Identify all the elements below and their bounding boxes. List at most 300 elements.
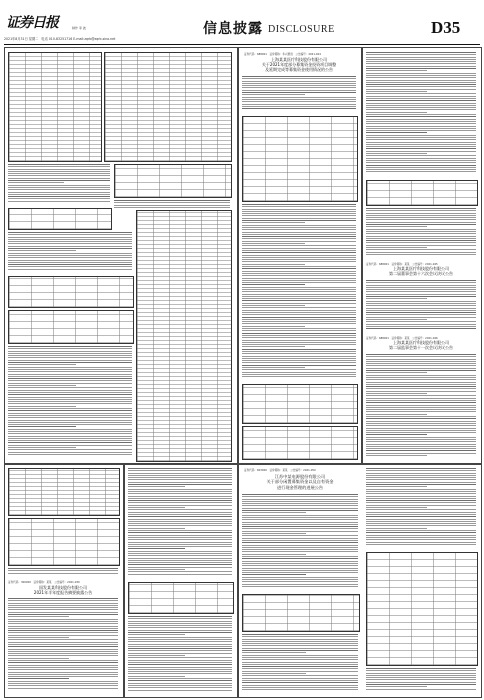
text-line — [8, 442, 132, 443]
text-line — [8, 401, 132, 402]
text-line — [366, 226, 427, 227]
text-line — [242, 648, 358, 649]
text-line — [242, 533, 306, 534]
text-line — [242, 641, 358, 642]
data-table — [8, 518, 120, 566]
text-line — [8, 399, 132, 400]
data-table — [128, 582, 234, 614]
text-line — [366, 421, 476, 422]
text-block — [8, 164, 110, 204]
text-line — [242, 317, 356, 318]
text-line — [242, 261, 356, 262]
text-line — [366, 455, 427, 456]
text-line — [366, 328, 476, 329]
text-line — [366, 285, 476, 286]
text-line — [366, 139, 476, 140]
text-line — [366, 213, 476, 214]
text-line — [128, 644, 232, 645]
page-header — [0, 0, 484, 44]
text-line — [8, 649, 118, 650]
text-line — [128, 627, 232, 628]
text-line — [242, 206, 356, 207]
text-line — [366, 482, 476, 483]
text-line — [8, 175, 110, 176]
text-line — [242, 358, 356, 359]
text-line — [366, 296, 476, 297]
text-line — [8, 406, 76, 407]
text-line — [366, 423, 476, 424]
text-line — [366, 289, 476, 290]
text-line — [366, 86, 476, 87]
text-line — [8, 603, 118, 604]
text-line — [242, 540, 358, 541]
text-line — [128, 562, 232, 563]
text-line — [114, 200, 230, 201]
text-line — [366, 54, 476, 55]
text-line — [242, 501, 358, 502]
text-line — [366, 208, 476, 209]
text-line — [242, 229, 356, 230]
text-line — [242, 639, 358, 640]
section-title: 信息披露 — [203, 21, 263, 37]
text-line — [8, 449, 132, 450]
text-line — [366, 231, 476, 232]
text-line — [8, 605, 118, 606]
text-line — [8, 383, 132, 384]
text-line — [366, 684, 476, 685]
text-line — [128, 669, 232, 670]
text-line — [366, 535, 476, 536]
text-line — [242, 296, 356, 297]
text-line — [242, 570, 358, 571]
text-line — [366, 132, 427, 133]
text-line — [8, 410, 132, 411]
text-line — [114, 202, 230, 203]
text-line — [8, 600, 118, 601]
text-line — [366, 530, 476, 531]
text-line — [8, 424, 132, 425]
text-line — [366, 544, 476, 545]
text-line — [8, 573, 118, 574]
text-line — [366, 252, 476, 253]
text-line — [242, 94, 305, 95]
text-line — [8, 248, 132, 249]
text-line — [128, 574, 232, 575]
text-line — [242, 271, 356, 272]
data-table — [114, 164, 232, 198]
text-line — [128, 567, 232, 568]
text-line — [8, 626, 118, 627]
text-line — [128, 468, 232, 469]
text-line — [366, 493, 476, 494]
text-line — [128, 630, 232, 631]
text-line — [128, 641, 232, 642]
text-line — [8, 642, 118, 643]
text-line — [8, 660, 118, 661]
notice-code: 证券代码：688001 证券简称：华兴源创 公告编号：2021-044 — [244, 53, 321, 56]
text-line — [242, 243, 305, 244]
text-line — [366, 155, 476, 156]
text-line — [128, 528, 185, 529]
text-line — [242, 510, 358, 511]
text-line — [366, 222, 476, 223]
text-line — [8, 232, 132, 233]
text-line — [366, 689, 476, 690]
text-line — [366, 446, 476, 447]
text-line — [128, 685, 232, 686]
text-line — [242, 291, 356, 292]
text-line — [366, 319, 427, 320]
text-line — [366, 317, 476, 318]
text-line — [128, 539, 232, 540]
text-line — [242, 298, 356, 299]
text-line — [366, 119, 476, 120]
text-line — [8, 417, 132, 418]
text-line — [8, 408, 132, 409]
text-line — [128, 475, 232, 476]
text-line — [242, 545, 358, 546]
text-line — [366, 301, 476, 302]
text-line — [8, 447, 76, 448]
text-line — [8, 360, 132, 361]
data-table — [242, 116, 358, 202]
text-line — [366, 542, 476, 543]
text-line — [366, 242, 476, 243]
text-line — [366, 142, 476, 143]
text-line — [242, 273, 356, 274]
text-line — [242, 673, 306, 674]
text-block — [366, 208, 476, 258]
text-line — [366, 441, 476, 442]
text-line — [128, 544, 232, 545]
text-line — [8, 357, 132, 358]
text-line — [366, 382, 476, 383]
text-line — [8, 454, 132, 455]
text-line — [366, 470, 476, 471]
text-line — [8, 429, 132, 430]
text-line — [366, 59, 476, 60]
text-line — [8, 355, 132, 356]
text-line — [8, 433, 132, 434]
text-line — [242, 238, 356, 239]
text-line — [366, 146, 476, 147]
text-line — [366, 439, 476, 440]
text-line — [8, 266, 132, 267]
text-line — [366, 428, 476, 429]
text-line — [242, 278, 356, 279]
text-line — [242, 337, 356, 338]
text-line — [366, 324, 476, 325]
text-line — [366, 130, 476, 131]
text-line — [242, 671, 358, 672]
text-line — [242, 538, 358, 539]
page-number: D35 — [431, 18, 461, 37]
text-line — [366, 395, 476, 396]
text-line — [128, 650, 232, 651]
text-line — [242, 335, 356, 336]
text-line — [366, 370, 476, 371]
text-line — [242, 310, 356, 311]
text-line — [128, 564, 232, 565]
text-line — [8, 182, 64, 183]
text-line — [366, 144, 476, 145]
data-table — [8, 276, 134, 308]
text-line — [242, 522, 358, 523]
text-line — [8, 189, 110, 190]
text-line — [8, 364, 76, 365]
text-line — [366, 303, 476, 304]
text-line — [128, 646, 232, 647]
text-line — [242, 374, 356, 375]
text-line — [242, 211, 356, 212]
text-line — [128, 516, 232, 517]
text-line — [366, 668, 476, 669]
text-line — [242, 215, 356, 216]
text-line — [128, 680, 232, 681]
text-line — [8, 623, 118, 624]
text-line — [8, 237, 132, 238]
text-line — [366, 249, 476, 250]
text-line — [242, 549, 358, 550]
text-line — [242, 369, 356, 370]
text-line — [128, 523, 232, 524]
text-line — [366, 375, 476, 376]
text-line — [366, 321, 476, 322]
text-line — [366, 52, 476, 53]
text-line — [8, 676, 118, 677]
text-line — [242, 307, 356, 308]
text-line — [242, 344, 356, 345]
text-line — [8, 598, 118, 599]
text-line — [366, 224, 476, 225]
text-line — [128, 530, 232, 531]
text-line — [366, 484, 476, 485]
text-line — [8, 685, 118, 686]
text-line — [242, 568, 358, 569]
text-line — [8, 688, 118, 689]
text-line — [242, 687, 358, 688]
text-line — [8, 348, 132, 349]
text-line — [366, 444, 476, 445]
text-line — [128, 687, 232, 688]
text-line — [8, 628, 118, 629]
text-line — [8, 616, 69, 617]
text-line — [242, 280, 356, 281]
text-line — [8, 445, 132, 446]
text-line — [366, 450, 476, 451]
text-line — [8, 397, 132, 398]
text-line — [366, 210, 476, 211]
text-line — [366, 93, 476, 94]
text-line — [366, 386, 476, 387]
notice-code: 证券代码：688001 证券简称：某某 公告编号：2021-045 — [366, 263, 438, 266]
text-line — [128, 558, 232, 559]
text-line — [128, 479, 232, 480]
text-line — [366, 305, 476, 306]
text-line — [8, 194, 110, 195]
text-line — [128, 655, 185, 656]
text-line — [366, 77, 476, 78]
text-line — [366, 107, 476, 108]
text-line — [242, 636, 358, 637]
notice-code: 证券代码：603000 证券简称：某某 公告编号：2021-050 — [244, 469, 316, 472]
text-line — [366, 233, 476, 234]
text-line — [242, 222, 305, 223]
text-line — [114, 207, 230, 208]
text-line — [366, 365, 476, 366]
text-line — [114, 205, 230, 206]
text-line — [366, 528, 427, 529]
text-line — [8, 607, 118, 608]
text-line — [242, 515, 358, 516]
text-block — [366, 468, 476, 548]
text-line — [366, 310, 476, 311]
text-line — [242, 643, 358, 644]
text-line — [242, 662, 358, 663]
text-line — [242, 106, 356, 107]
text-line — [128, 660, 232, 661]
text-line — [128, 532, 232, 533]
text-line — [8, 178, 110, 179]
text-line — [366, 532, 476, 533]
text-line — [242, 685, 358, 686]
text-line — [128, 535, 232, 536]
text-line — [242, 289, 356, 290]
text-line — [366, 167, 476, 168]
text-line — [242, 294, 356, 295]
text-line — [366, 502, 476, 503]
text-line — [242, 517, 358, 518]
text-block — [366, 280, 476, 332]
text-line — [242, 268, 356, 269]
data-table — [242, 384, 358, 424]
text-line — [242, 234, 356, 235]
text-line — [8, 619, 118, 620]
text-line — [366, 500, 476, 501]
text-line — [128, 625, 232, 626]
text-line — [242, 362, 356, 363]
text-line — [8, 672, 118, 673]
text-line — [128, 676, 185, 677]
text-line — [366, 73, 476, 74]
text-line — [128, 473, 232, 474]
text-line — [242, 353, 356, 354]
text-line — [8, 655, 118, 656]
text-line — [366, 66, 476, 67]
text-line — [8, 681, 118, 682]
text-line — [242, 220, 356, 221]
text-line — [366, 359, 476, 360]
text-line — [242, 340, 356, 341]
text-line — [366, 91, 427, 92]
text-line — [8, 367, 132, 368]
text-line — [242, 505, 358, 506]
text-line — [242, 664, 358, 665]
text-line — [242, 535, 358, 536]
text-block — [114, 200, 230, 210]
text-line — [8, 362, 132, 363]
text-line — [242, 282, 356, 283]
text-line — [8, 665, 118, 666]
text-line — [242, 227, 356, 228]
text-line — [366, 238, 476, 239]
text-line — [366, 372, 427, 373]
text-line — [242, 236, 356, 237]
text-line — [366, 473, 476, 474]
text-line — [8, 431, 132, 432]
text-line — [366, 398, 476, 399]
text-line — [366, 80, 476, 81]
text-line — [242, 349, 356, 350]
text-line — [366, 411, 476, 412]
text-line — [366, 521, 476, 522]
section-title-en: DISCLOSURE — [268, 24, 335, 35]
text-line — [128, 498, 232, 499]
text-line — [242, 581, 358, 582]
text-line — [128, 482, 232, 483]
notice-code: 证券代码：300000 证券简称：某某 公告编号：2021-030 — [8, 581, 80, 584]
text-line — [366, 418, 476, 419]
text-line — [366, 109, 476, 110]
text-block — [242, 204, 356, 380]
text-line — [8, 436, 132, 437]
text-line — [242, 496, 358, 497]
text-line — [242, 652, 306, 653]
text-line — [242, 650, 358, 651]
text-line — [8, 260, 132, 261]
text-line — [366, 96, 476, 97]
text-line — [366, 148, 476, 149]
text-line — [128, 525, 232, 526]
text-line — [366, 116, 476, 117]
text-line — [366, 679, 476, 680]
text-line — [242, 303, 356, 304]
text-line — [366, 291, 476, 292]
text-line — [366, 112, 427, 113]
text-line — [366, 489, 476, 490]
text-line — [128, 553, 232, 554]
text-line — [8, 646, 118, 647]
text-line — [366, 430, 476, 431]
text-line — [242, 519, 358, 520]
text-line — [242, 87, 356, 88]
text-line — [366, 509, 476, 510]
text-line — [128, 548, 185, 549]
text-line — [366, 425, 476, 426]
text-line — [8, 371, 132, 372]
text-line — [8, 346, 132, 347]
text-line — [242, 561, 358, 562]
text-line — [242, 323, 356, 324]
text-line — [8, 234, 132, 235]
text-line — [242, 232, 356, 233]
text-line — [242, 376, 356, 377]
text-line — [366, 414, 427, 415]
text-line — [8, 422, 132, 423]
text-line — [8, 639, 118, 640]
text-block — [242, 634, 358, 692]
text-line — [242, 524, 358, 525]
text-line — [242, 257, 356, 258]
text-line — [242, 225, 356, 226]
text-line — [8, 376, 132, 377]
text-line — [8, 187, 110, 188]
text-line — [242, 645, 358, 646]
text-line — [128, 507, 185, 508]
text-line — [366, 673, 476, 674]
text-line — [366, 151, 476, 152]
text-line — [366, 89, 476, 90]
